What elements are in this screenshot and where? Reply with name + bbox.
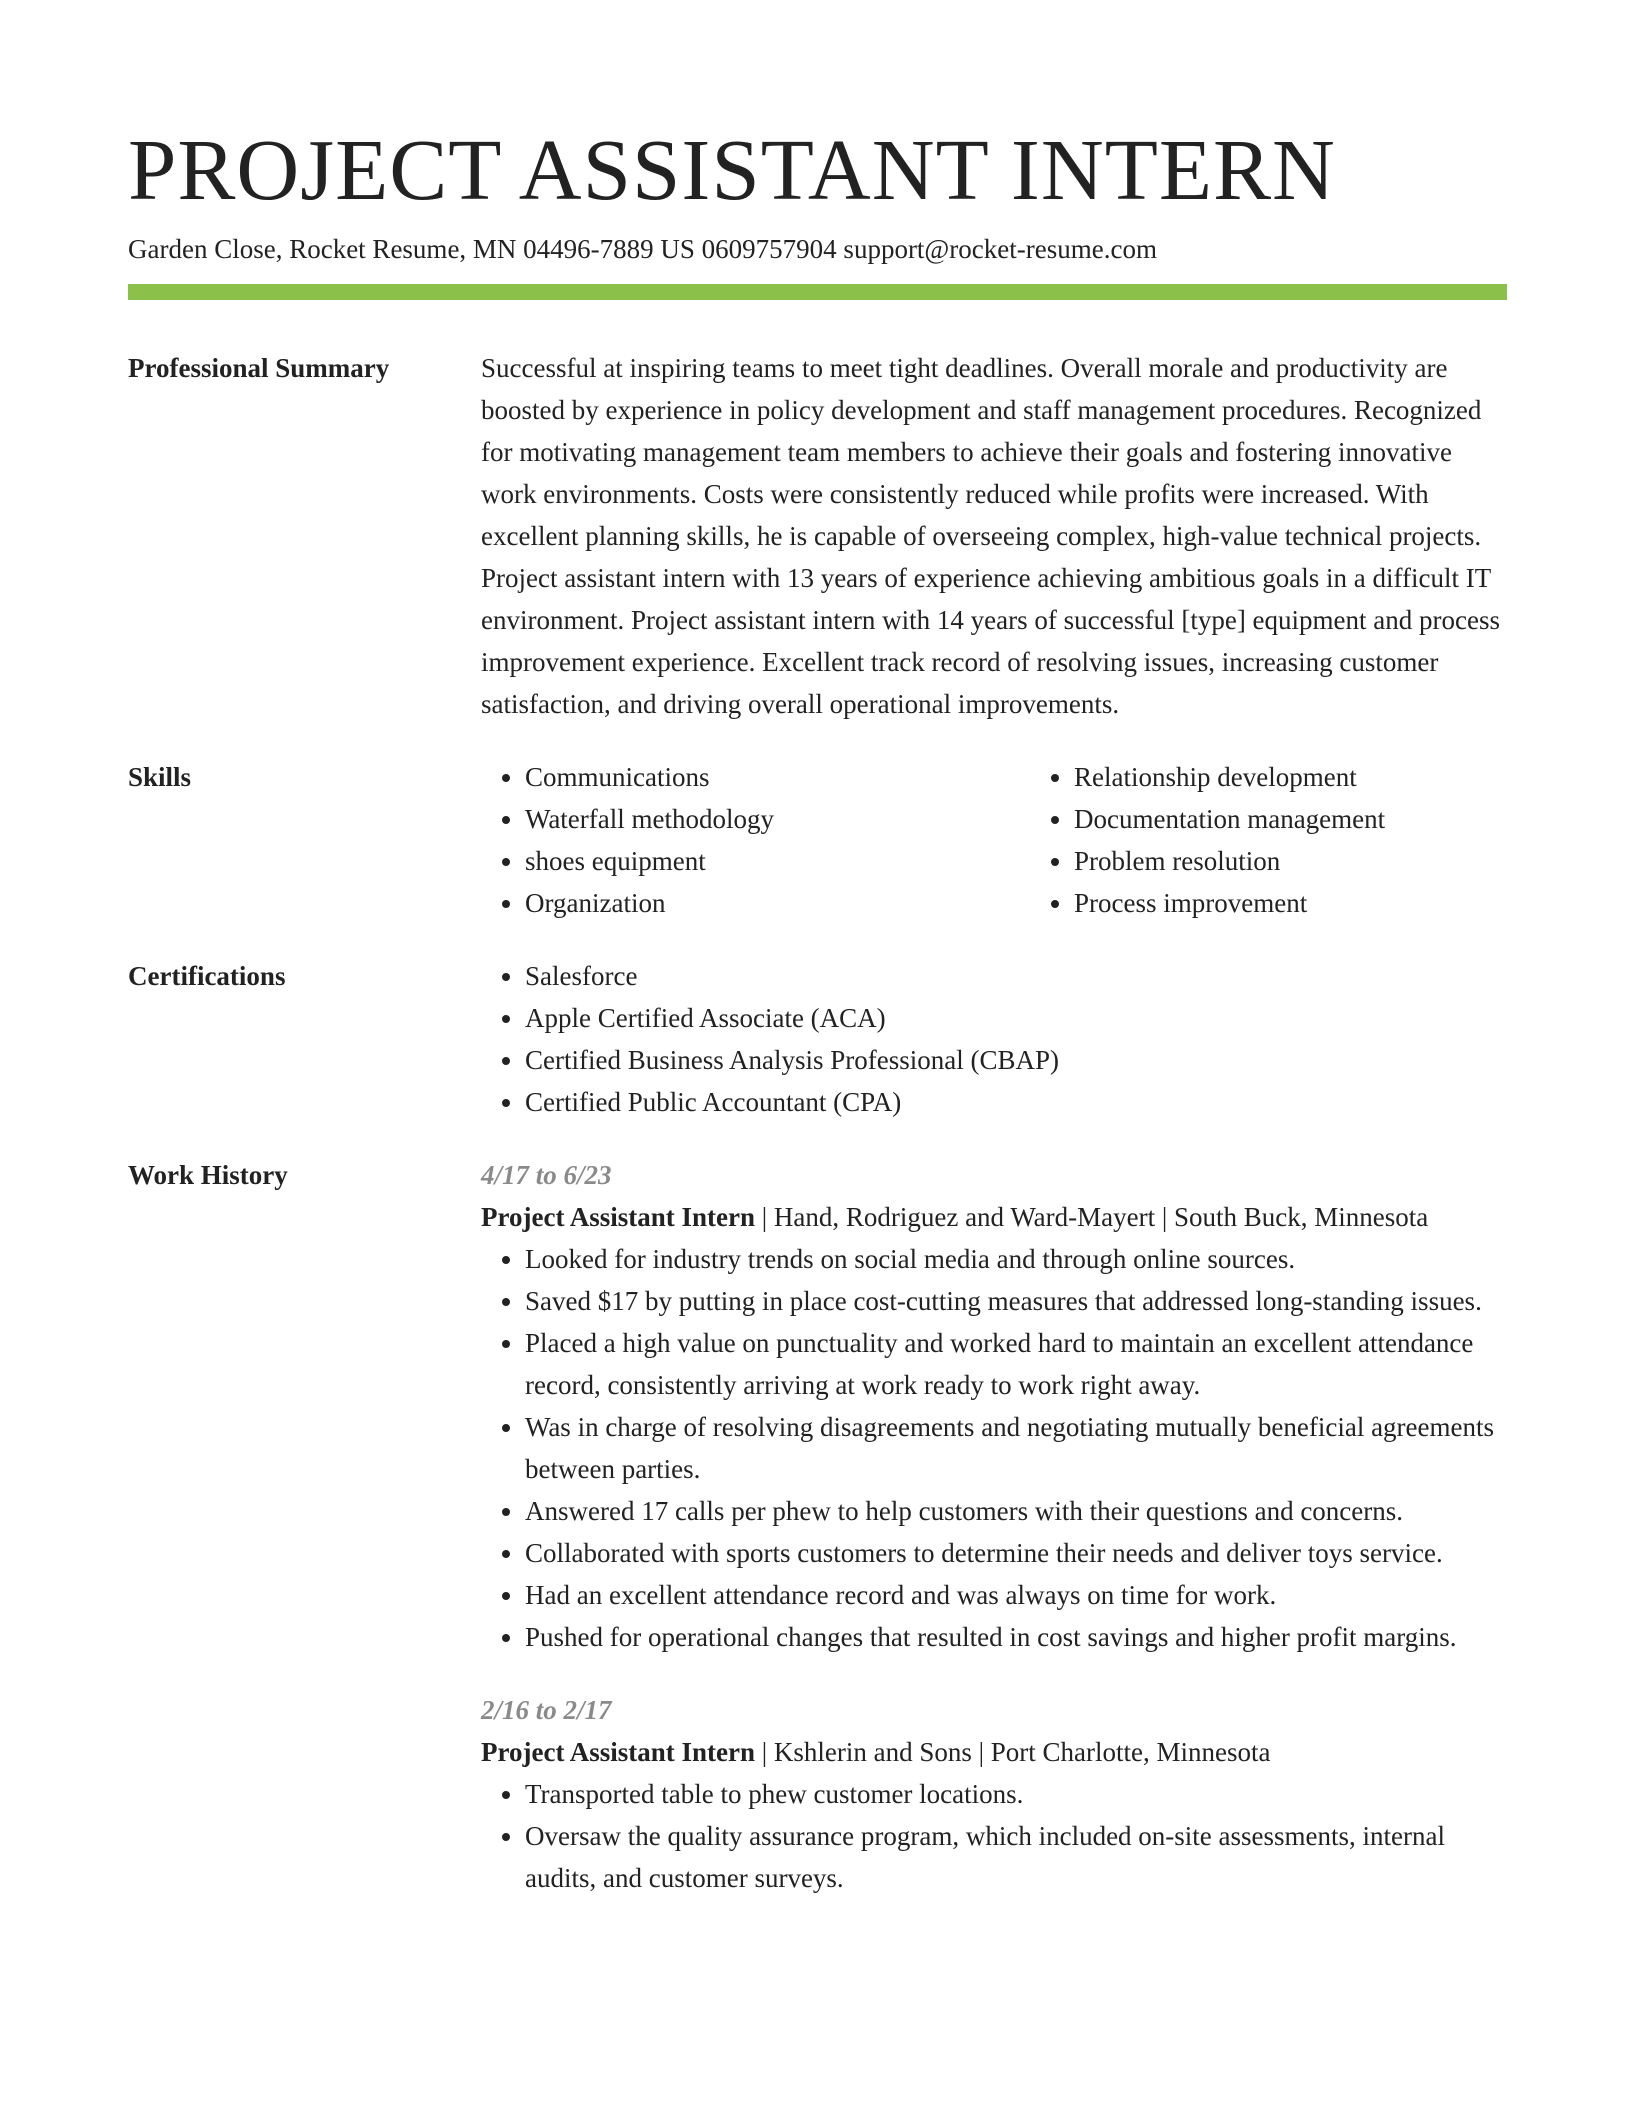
certification-item: • Apple Certified Associate (ACA): [525, 997, 1507, 1039]
contact-info: Garden Close, Rocket Resume, MN 04496-7889 US 0609757904 support@rocket-resume.com: [128, 234, 1157, 264]
certifications-list: [481, 955, 1507, 1123]
job-bullet: • Oversaw the quality assurance program, which included on-site assessments, internal audits, and customer surveys.: [525, 1815, 1507, 1899]
skills-grid: [481, 756, 1507, 924]
resume-page: [128, 120, 1507, 1899]
job-title-line: [481, 1731, 1507, 1773]
job-bullet: • Had an excellent attendance record and was always on time for work.: [525, 1574, 1507, 1616]
certifications-body: [481, 955, 1507, 1123]
candidate-name: PROJECT ASSISTANT INTERN: [128, 121, 1336, 218]
work-history-body: [481, 1154, 1507, 1899]
job-bullets: [481, 1238, 1507, 1658]
job-bullet: • Was in charge of resolving disagreements and negotiating mutually beneficial agreements between parties.: [525, 1406, 1507, 1490]
job-bullet: • Transported table to phew customer locations.: [525, 1773, 1507, 1815]
job-bullet: • Placed a high value on punctuality and worked hard to maintain an excellent attendance record, consistently arriving at work ready to work right away.: [525, 1322, 1507, 1406]
job-employer-location: | Hand, Rodriguez and Ward-Mayert | South Buck, Minnesota: [754, 1202, 1429, 1232]
job-bullet: • Collaborated with sports customers to determine their needs and deliver toys service.: [525, 1532, 1507, 1574]
summary-text: Successful at inspiring teams to meet tight deadlines. Overall morale and productivity are boosted by experience in policy development and staff management procedures. Recognized for motivating management team members to achieve their goals and fostering innovative work environments. Costs were consistently reduced while profits were increased. With excellent planning skills, he is capable of overseeing complex, high-value technical projects. Project assistant intern with 13 years of experience achieving ambitious goals in a difficult IT environment. Project assistant intern with 14 years of successful [type] equipment and process improvement experience. Excellent track record of resolving issues, increasing customer satisfaction, and driving overall operational improvements.: [481, 353, 1500, 719]
skill-item: • Documentation management: [1074, 798, 1385, 840]
job-title: Project Assistant Intern: [481, 1202, 755, 1232]
skills-column-left: [481, 756, 1030, 924]
job-employer-location: | Kshlerin and Sons | Port Charlotte, Minnesota: [754, 1737, 1271, 1767]
header-divider: [128, 284, 1507, 300]
work-history-section: [128, 1154, 1507, 1899]
job-bullet: • Looked for industry trends on social media and through online sources.: [525, 1238, 1507, 1280]
skill-item: • Organization: [525, 882, 1030, 924]
job-dates: 4/17 to 6/23: [481, 1160, 612, 1190]
work-history-heading: Work History: [128, 1160, 288, 1190]
job-title-line: [481, 1196, 1507, 1238]
skill-item: • Process improvement: [1074, 882, 1385, 924]
job-entry: [481, 1689, 1507, 1899]
skill-item: • Problem resolution: [1074, 840, 1385, 882]
skill-item: • Communications: [525, 756, 1030, 798]
skills-column-right: [1030, 756, 1385, 924]
summary-section: [128, 347, 1507, 725]
job-title: Project Assistant Intern: [481, 1737, 755, 1767]
summary-heading: Professional Summary: [128, 353, 390, 383]
skills-section: [128, 756, 1507, 924]
certification-item: • Certified Public Accountant (CPA): [525, 1081, 1507, 1123]
certification-item: • Certified Business Analysis Professional (CBAP): [525, 1039, 1507, 1081]
job-entry: [481, 1154, 1507, 1658]
certifications-section: [128, 955, 1507, 1123]
skill-item: • Waterfall methodology: [525, 798, 1030, 840]
job-bullets: [481, 1773, 1507, 1899]
skill-item: • Relationship development: [1074, 756, 1385, 798]
certifications-heading: Certifications: [128, 961, 286, 991]
job-bullet: • Answered 17 calls per phew to help customers with their questions and concerns.: [525, 1490, 1507, 1532]
skill-item: • shoes equipment: [525, 840, 1030, 882]
skills-heading: Skills: [128, 762, 192, 792]
certification-item: • Salesforce: [525, 955, 1507, 997]
job-dates: 2/16 to 2/17: [481, 1695, 612, 1725]
job-bullet: • Pushed for operational changes that resulted in cost savings and higher profit margins.: [525, 1616, 1507, 1658]
job-bullet: • Saved $17 by putting in place cost-cutting measures that addressed long-standing issues.: [525, 1280, 1507, 1322]
